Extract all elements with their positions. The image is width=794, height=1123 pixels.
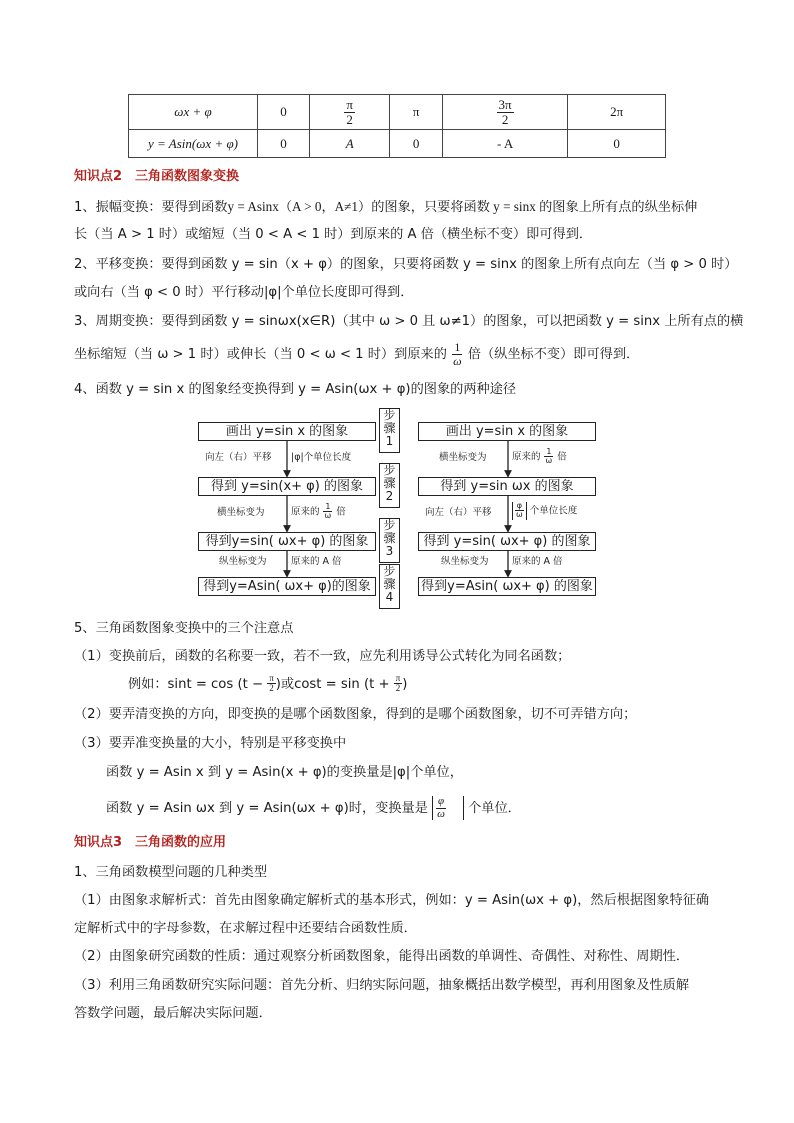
table-cell: 0 — [258, 130, 310, 158]
flow-box-right-4: 得到y=Asin( ωx+ φ) 的图象 — [418, 577, 596, 596]
text: y = Asinx（A > 0，A≠1）的图象，只要将函数 y = sinx 的图象上所有点的纵坐标伸 — [227, 199, 698, 214]
paragraph-line: 5、三角函数图象变换中的三个注意点 — [74, 621, 294, 636]
flow-box-left-4: 得到y=Asin( ωx+ φ)的图象 — [198, 577, 376, 596]
paragraph-line: （3）要弄准变换量的大小，特别是平移变换中 — [74, 736, 347, 751]
text: 1、振幅变换：要得到函数 — [74, 200, 228, 215]
table-cell: - A — [442, 130, 567, 158]
fraction: $\frac{\pi}{2}$ — [346, 96, 353, 127]
flow-box-left-1: 画出 y=sin x 的图象 — [198, 422, 376, 441]
text: 个单位长度 — [529, 505, 578, 517]
table-cell: π — [390, 95, 443, 130]
text: 骤 — [383, 421, 396, 435]
paragraph-line: 长（当 A > 1 时）或缩短（当 0 < A < 1 时）到原来的 A 倍（横坐标不变）即可得到． — [74, 227, 593, 242]
text: 原来的 — [291, 506, 320, 518]
table-cell: 0 — [258, 95, 310, 130]
paragraph-line: 1、三角函数模型问题的几种类型 — [74, 865, 268, 880]
text: 骤 — [383, 577, 396, 591]
table-cell — [442, 95, 567, 130]
paragraph-line: 4、函数 y = sin x 的图象经变换得到 y = Asin(ωx + φ)的图象的两种途径 — [74, 382, 517, 397]
text: 倍 — [336, 506, 346, 518]
flow-label: 纵坐标变为 — [219, 556, 267, 567]
text: 骤 — [383, 476, 396, 490]
paragraph-line: （3）利用三角函数研究实际问题：首先分析、归纳实际问题，抽象概括出数学模型，再利用图象及性质解 — [74, 978, 690, 993]
paragraph-line: 2、平移变换：要得到函数 y = sin（x + φ）的图象，只要将函数 y = sinx 的图象上所有点向左（当 φ > 0 时） — [74, 257, 738, 272]
table-cell: A — [310, 130, 390, 158]
table-row — [129, 95, 666, 130]
text: 例如：sint = cos (t − — [128, 676, 263, 692]
fraction: $\frac{\varphi}{\omega}$ — [516, 501, 523, 520]
text: 步 — [383, 518, 396, 532]
step-label-1 — [379, 408, 400, 453]
paragraph-line: （2）由图象研究函数的性质：通过观察分析函数图象，能得出函数的单调性、奇偶性、对称性、周期性． — [74, 949, 690, 964]
table-cell: 0 — [568, 130, 666, 158]
text: 坐标缩短（当 ω > 1 时）或伸长（当 0 < ω < 1 时）到原来的 — [74, 347, 447, 363]
flow-label: 原来的 A 倍 — [291, 556, 342, 567]
text: ) — [402, 676, 408, 692]
paragraph-line: 答数学问题，最后解决实际问题． — [74, 1006, 272, 1021]
step-label-4 — [379, 564, 400, 609]
text: 步 — [383, 564, 396, 578]
text: 1 — [385, 434, 394, 448]
paragraph-line — [74, 198, 697, 217]
fraction: $\frac{1}{\omega}$ — [324, 502, 332, 521]
text: 4 — [385, 590, 394, 604]
flow-label: 横坐标变为 — [439, 452, 487, 463]
text: 2 — [385, 489, 394, 503]
text: 3 — [385, 544, 394, 558]
text: 骤 — [383, 531, 396, 545]
flow-label — [512, 448, 567, 466]
flow-box-left-2: 得到 y=sin(x+ φ) 的图象 — [198, 477, 376, 496]
flow-box-right-2: 得到 y=sin ωx 的图象 — [418, 477, 596, 496]
flow-label: 纵坐标变为 — [441, 556, 489, 567]
paragraph-line: （1）由图象求解析式：首先由图象确定解析式的基本形式，例如：y = Asin(ωx + φ)，然后根据图象特征确 — [74, 893, 710, 908]
transformation-flowchart — [195, 408, 597, 608]
text: 原来的 — [512, 451, 541, 463]
fraction: $\frac{1}{\omega}$ — [453, 340, 462, 368]
text: 个单位． — [468, 801, 521, 817]
text: 倍（纵坐标不变）即可得到． — [467, 347, 640, 363]
paragraph-line: 定解析式中的字母参数，在求解过程中还要结合函数性质． — [74, 921, 417, 936]
paragraph-line: 或向右（当 φ < 0 时）平行移动|φ|个单位长度即可得到． — [74, 285, 414, 300]
flow-label: 原来的 A 倍 — [512, 556, 563, 567]
paragraph-line: （1）变换前后，函数的名称要一致，若不一致，应先利用诱导公式转化为同名函数； — [74, 649, 571, 664]
paragraph-line — [128, 674, 407, 694]
fraction: $\frac{1}{\omega}$ — [545, 447, 553, 466]
paragraph-line: （2）要弄清变换的方向，即变换的是哪个函数图象，得到的是哪个函数图象，切不可弄错方向； — [74, 707, 637, 722]
flow-label — [291, 503, 346, 521]
table-row — [129, 130, 666, 158]
section-heading: 知识点3 三角函数的应用 — [74, 835, 227, 850]
table-header-cell: ωx + φ — [129, 95, 258, 130]
table-cell — [310, 95, 390, 130]
abs-value — [432, 796, 464, 820]
table-cell: 0 — [390, 130, 443, 158]
text: )或cost = sin (t + — [275, 676, 390, 692]
section-heading: 知识点2 三角函数图象变换 — [74, 169, 240, 184]
flow-label: 横坐标变为 — [217, 507, 265, 518]
paragraph-line: 函数 y = Asin x 到 y = Asin(x + φ)的变换量是|φ|个单位， — [106, 765, 463, 780]
table-header-cell: y = Asin(ωx + φ) — [129, 130, 258, 158]
text: 步 — [383, 408, 396, 422]
flow-box-left-3: 得到y=sin( ωx+ φ) 的图象 — [198, 532, 376, 551]
paragraph-line: 3、周期变换：要得到函数 y = sinωx(x∈R)（其中 ω > 0 且 ω≠1）的图象，可以把函数 y = sinx 上所有点的横 — [74, 314, 744, 329]
flow-label: |φ|个单位长度 — [291, 452, 352, 463]
flow-label: 向左（右）平移 — [425, 507, 492, 518]
fraction: $\frac{\pi}{2}$ — [269, 673, 274, 694]
paragraph-line — [106, 796, 521, 820]
text: 函数 y = Asin ωx 到 y = Asin(ωx + φ)时，变换量是 — [106, 801, 428, 817]
fraction: $\frac{\pi}{2}$ — [395, 673, 401, 694]
step-label-3 — [379, 518, 400, 563]
text: 步 — [383, 463, 396, 477]
table-cell: 2π — [568, 95, 666, 130]
step-label-2 — [379, 463, 400, 508]
flow-box-right-3: 得到 y=sin( ωx+ φ) 的图象 — [418, 532, 596, 551]
fraction: $\frac{\varphi}{\omega}$ — [437, 795, 445, 820]
flow-box-right-1: 画出 y=sin x 的图象 — [418, 422, 596, 441]
flow-label — [512, 502, 577, 520]
paragraph-line — [74, 341, 639, 367]
flow-label: 向左（右）平移 — [205, 452, 272, 463]
value-table — [128, 94, 666, 158]
abs-value — [512, 502, 527, 520]
text: 倍 — [557, 451, 567, 463]
fraction: $\frac{3\pi}{2}$ — [498, 96, 512, 127]
